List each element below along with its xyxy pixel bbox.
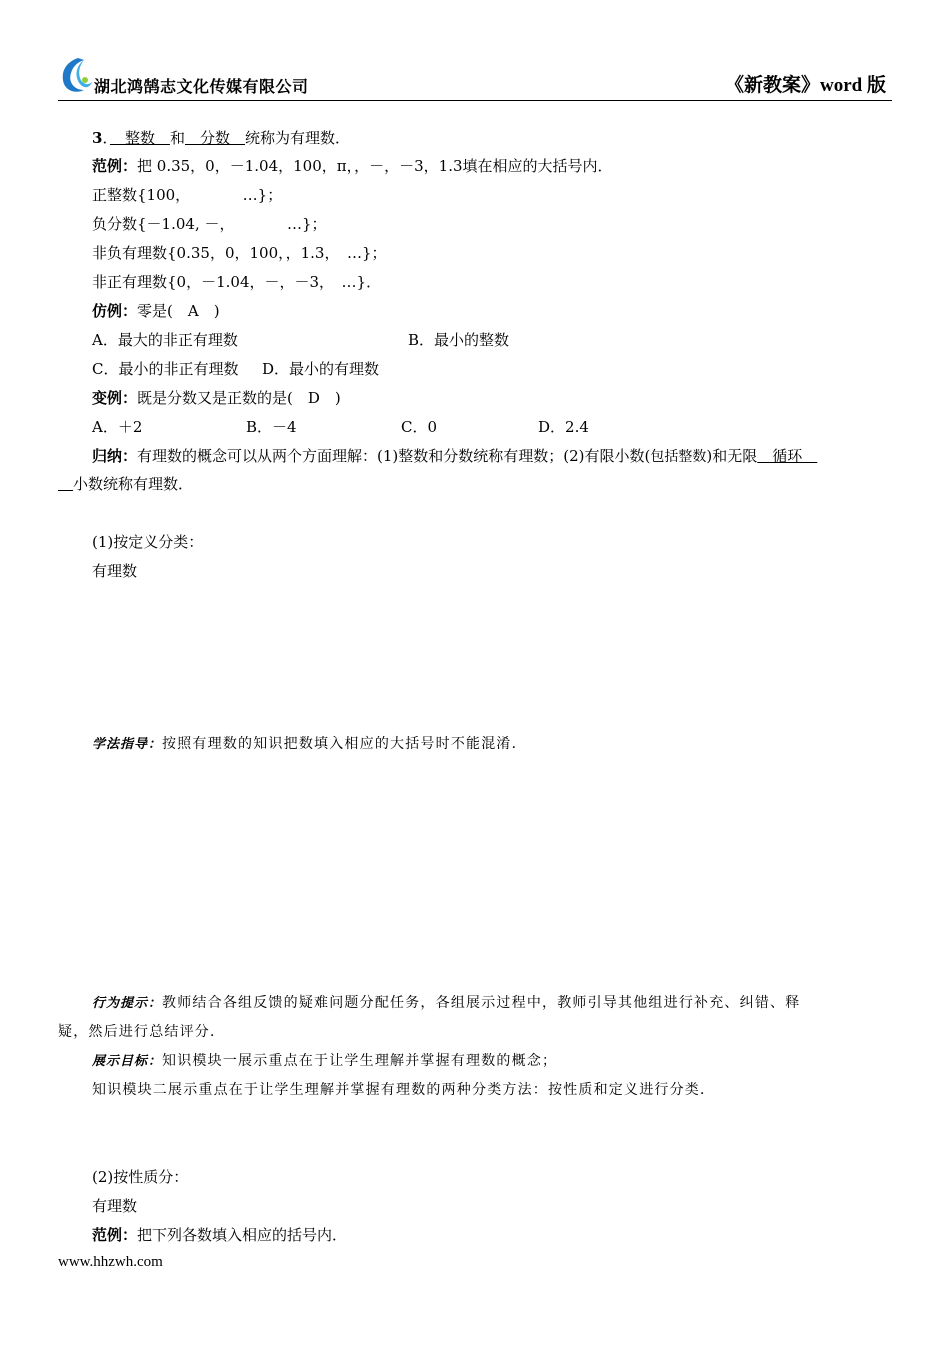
positive-integer-set: 正整数{100， …}； [92,186,283,204]
behavior-tip-line-1: 行为提示：教师结合各组反馈的疑难问题分配任务，各组展示过程中，教师引导其他组进行补充、纠错、释 [92,995,801,1011]
question-number: 3 [92,129,103,147]
variant-option-a: A．＋2 [92,418,143,436]
display-goal-line-1: 展示目标：知识模块一展示重点在于让学生理解并掌握有理数的概念； [92,1053,558,1069]
negative-fraction-set: 负分数{－1.04, －， …}； [92,215,327,233]
answer-blank-recurring: 循环 [757,447,818,465]
example-label: 范例： [92,157,138,175]
variant-option-d: D．2.4 [538,418,589,436]
option-d: D．最小的有理数 [262,360,380,378]
company-name: 湖北鸿鹄志文化传媒有限公司 [94,77,309,96]
behavior-tip-label: 行为提示： [92,996,163,1011]
definition-classification-root: 有理数 [92,562,138,580]
example-1: 范例：把 0.35，0，－1.04，100，π，，－，－3，1.3填在相应的大括号内． [92,157,613,175]
answer-blank-fraction: 分数 [184,129,245,147]
behavior-tip-line-2: 疑，然后进行总结评分． [58,1024,226,1040]
page-header [58,56,892,101]
method-tip-label: 学法指导： [92,737,163,752]
variant-option-c: C．0 [401,418,438,436]
imitation-example: 仿例：零是( A ) [92,302,220,320]
display-goal-line-2: 知识模块二展示重点在于让学生理解并掌握有理数的两种分类方法：按性质和定义进行分类． [92,1082,716,1098]
summary-line-1: 归纳：有理数的概念可以从两个方面理解：(1)整数和分数统称有理数；(2)有限小数(包括整数)和无限 循环 [92,447,818,465]
imitation-label: 仿例： [92,302,138,320]
summary-line-2: 小数统称有理数． [73,475,194,493]
property-classification-title: (2)按性质分： [92,1168,189,1186]
option-c: C．最小的非正有理数 [92,360,239,378]
definition-classification-title: (1)按定义分类： [92,533,204,551]
answer-blank-integer: 整数 [109,129,170,147]
swirl-logo-icon [58,56,94,94]
variant-example: 变例：既是分数又是正数的是( D ) [92,389,341,407]
variant-label: 变例： [92,389,138,407]
question-3: 3． 整数 和 分数 统称为有理数． [92,129,351,147]
method-tip: 学法指导：按照有理数的知识把数填入相应的大括号时不能混淆． [92,736,527,752]
option-a: A．最大的非正有理数 [92,331,238,349]
example-2: 范例：把下列各数填入相应的括号内． [92,1226,348,1244]
display-goal-label: 展示目标： [92,1054,163,1069]
property-classification-root: 有理数 [92,1197,138,1215]
nonnegative-rational-set: 非负有理数{0.35，0，100，，1.3， …}； [92,244,387,262]
footer-url: www.hhzwh.com [58,1254,163,1270]
option-b: B．最小的整数 [408,331,510,349]
edition-label: 《新教案》word 版 [725,75,886,96]
example-2-label: 范例： [92,1226,138,1244]
summary-label: 归纳： [92,447,138,465]
nonpositive-rational-set: 非正有理数{0，－1.04，－，－3， …}． [92,273,382,291]
variant-option-b: B．－4 [246,418,297,436]
